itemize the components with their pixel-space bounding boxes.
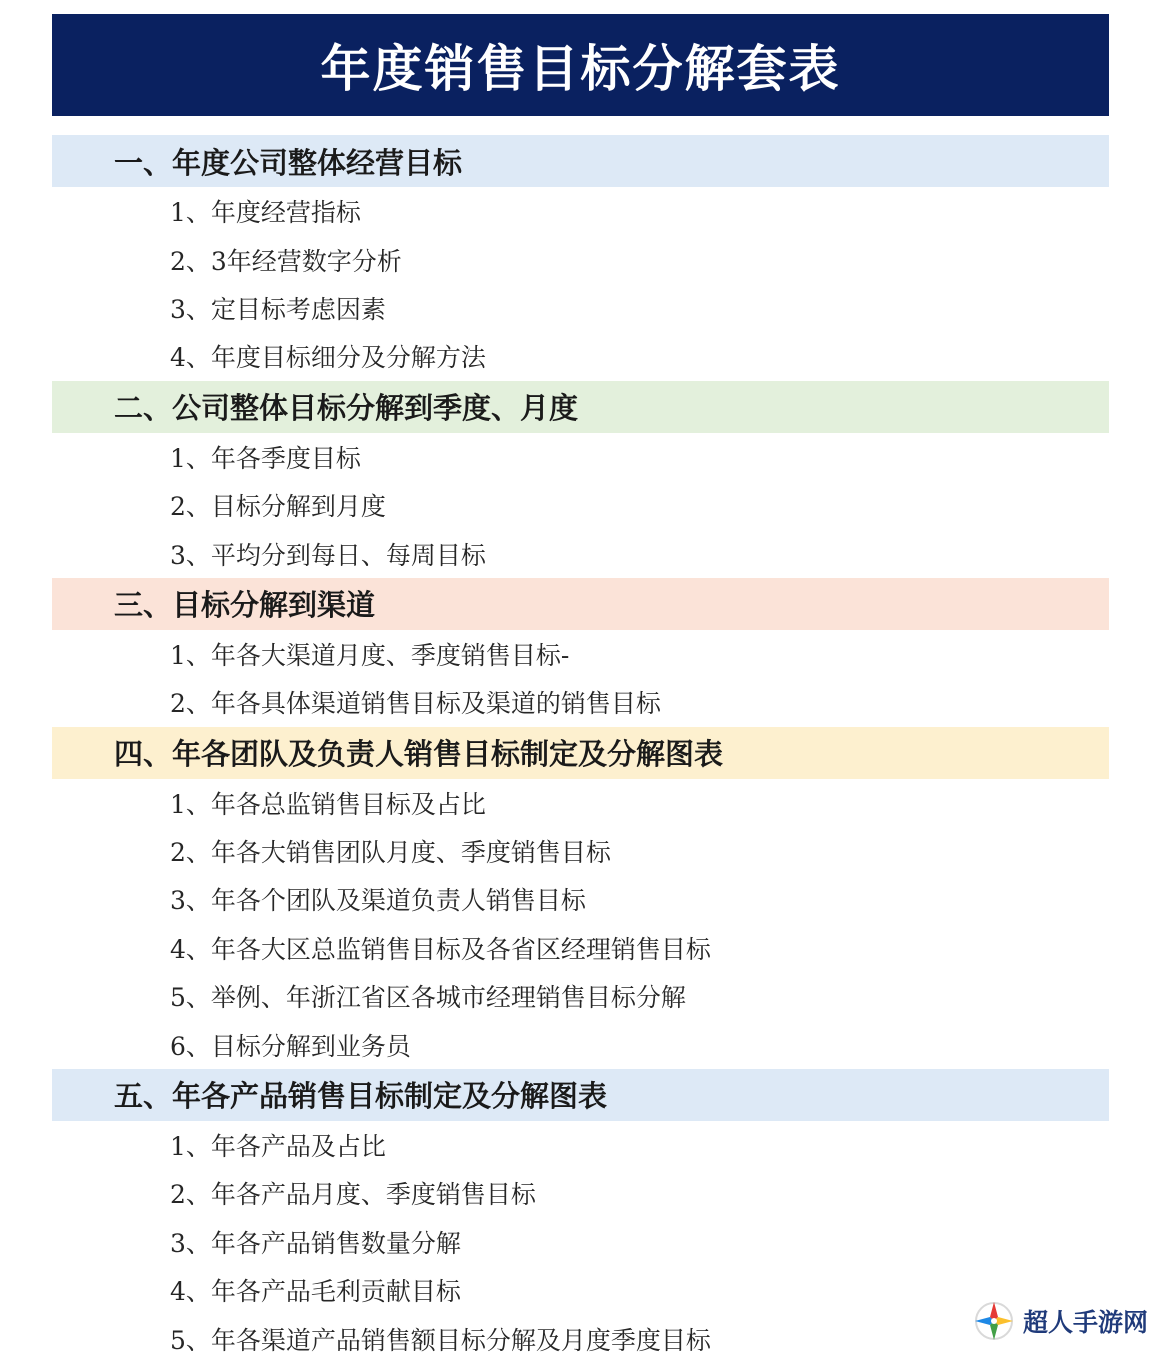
list-item-text: 3、定目标考虑因素 bbox=[170, 294, 386, 324]
list-item bbox=[52, 1266, 1109, 1314]
list-item bbox=[52, 827, 1109, 875]
section-header-4 bbox=[52, 727, 1109, 779]
list-item-text: 3、年各产品销售数量分解 bbox=[170, 1228, 461, 1258]
list-item bbox=[52, 433, 1109, 481]
list-item bbox=[52, 875, 1109, 923]
list-item-text: 6、目标分解到业务员 bbox=[170, 1031, 411, 1061]
list-item-text: 2、3年经营数字分析 bbox=[170, 246, 402, 276]
list-item-text: 3、年各个团队及渠道负责人销售目标 bbox=[170, 886, 586, 916]
list-item-text: 1、年各产品及占比 bbox=[170, 1132, 386, 1162]
section-title: 二、公司整体目标分解到季度、月度 bbox=[114, 391, 579, 426]
list-item bbox=[52, 630, 1109, 678]
outline-list bbox=[52, 135, 1109, 1363]
list-item-text: 1、年各大渠道月度、季度销售目标- bbox=[170, 640, 570, 670]
list-item bbox=[52, 678, 1109, 726]
list-item-text: 5、年各渠道产品销售额目标分解及月度季度目标 bbox=[170, 1325, 711, 1355]
list-item bbox=[52, 1218, 1109, 1266]
list-item bbox=[52, 1169, 1109, 1217]
list-item bbox=[52, 1314, 1109, 1362]
section-header-1 bbox=[52, 135, 1109, 187]
section-header-5 bbox=[52, 1069, 1109, 1121]
list-item-text: 4、年各大区总监销售目标及各省区经理销售目标 bbox=[170, 934, 711, 964]
list-item-text: 4、年度目标细分及分解方法 bbox=[170, 343, 486, 373]
list-item bbox=[52, 235, 1109, 283]
section-title: 三、目标分解到渠道 bbox=[114, 588, 376, 623]
section-header-3 bbox=[52, 578, 1109, 630]
list-item bbox=[52, 529, 1109, 577]
watermark-text: 超人手游网 bbox=[1022, 1308, 1148, 1337]
section-title: 五、年各产品销售目标制定及分解图表 bbox=[114, 1079, 608, 1114]
section-header-2 bbox=[52, 381, 1109, 433]
list-item bbox=[52, 1020, 1109, 1068]
watermark bbox=[971, 1298, 1148, 1344]
list-item bbox=[52, 284, 1109, 332]
logo-icon bbox=[971, 1298, 1017, 1344]
list-item bbox=[52, 779, 1109, 827]
list-item bbox=[52, 481, 1109, 529]
list-item bbox=[52, 1121, 1109, 1169]
list-item-text: 2、目标分解到月度 bbox=[170, 492, 386, 522]
list-item-text: 5、举例、年浙江省区各城市经理销售目标分解 bbox=[170, 983, 686, 1013]
list-item-text: 2、年各产品月度、季度销售目标 bbox=[170, 1180, 536, 1210]
list-item bbox=[52, 972, 1109, 1020]
list-item-text: 1、年度经营指标 bbox=[170, 198, 361, 228]
list-item-text: 4、年各产品毛利贡献目标 bbox=[170, 1277, 461, 1307]
list-item bbox=[52, 924, 1109, 972]
list-item bbox=[52, 187, 1109, 235]
list-item-text: 1、年各总监销售目标及占比 bbox=[170, 789, 486, 819]
list-item-text: 1、年各季度目标 bbox=[170, 443, 361, 473]
page-title: 年度销售目标分解套表 bbox=[320, 40, 841, 98]
list-item bbox=[52, 332, 1109, 380]
list-item-text: 3、平均分到每日、每周目标 bbox=[170, 540, 486, 570]
list-item-text: 2、年各大销售团队月度、季度销售目标 bbox=[170, 838, 611, 868]
title-banner bbox=[52, 14, 1109, 116]
list-item-text: 2、年各具体渠道销售目标及渠道的销售目标 bbox=[170, 689, 661, 719]
section-title: 一、年度公司整体经营目标 bbox=[114, 145, 463, 180]
section-title: 四、年各团队及负责人销售目标制定及分解图表 bbox=[114, 737, 724, 772]
